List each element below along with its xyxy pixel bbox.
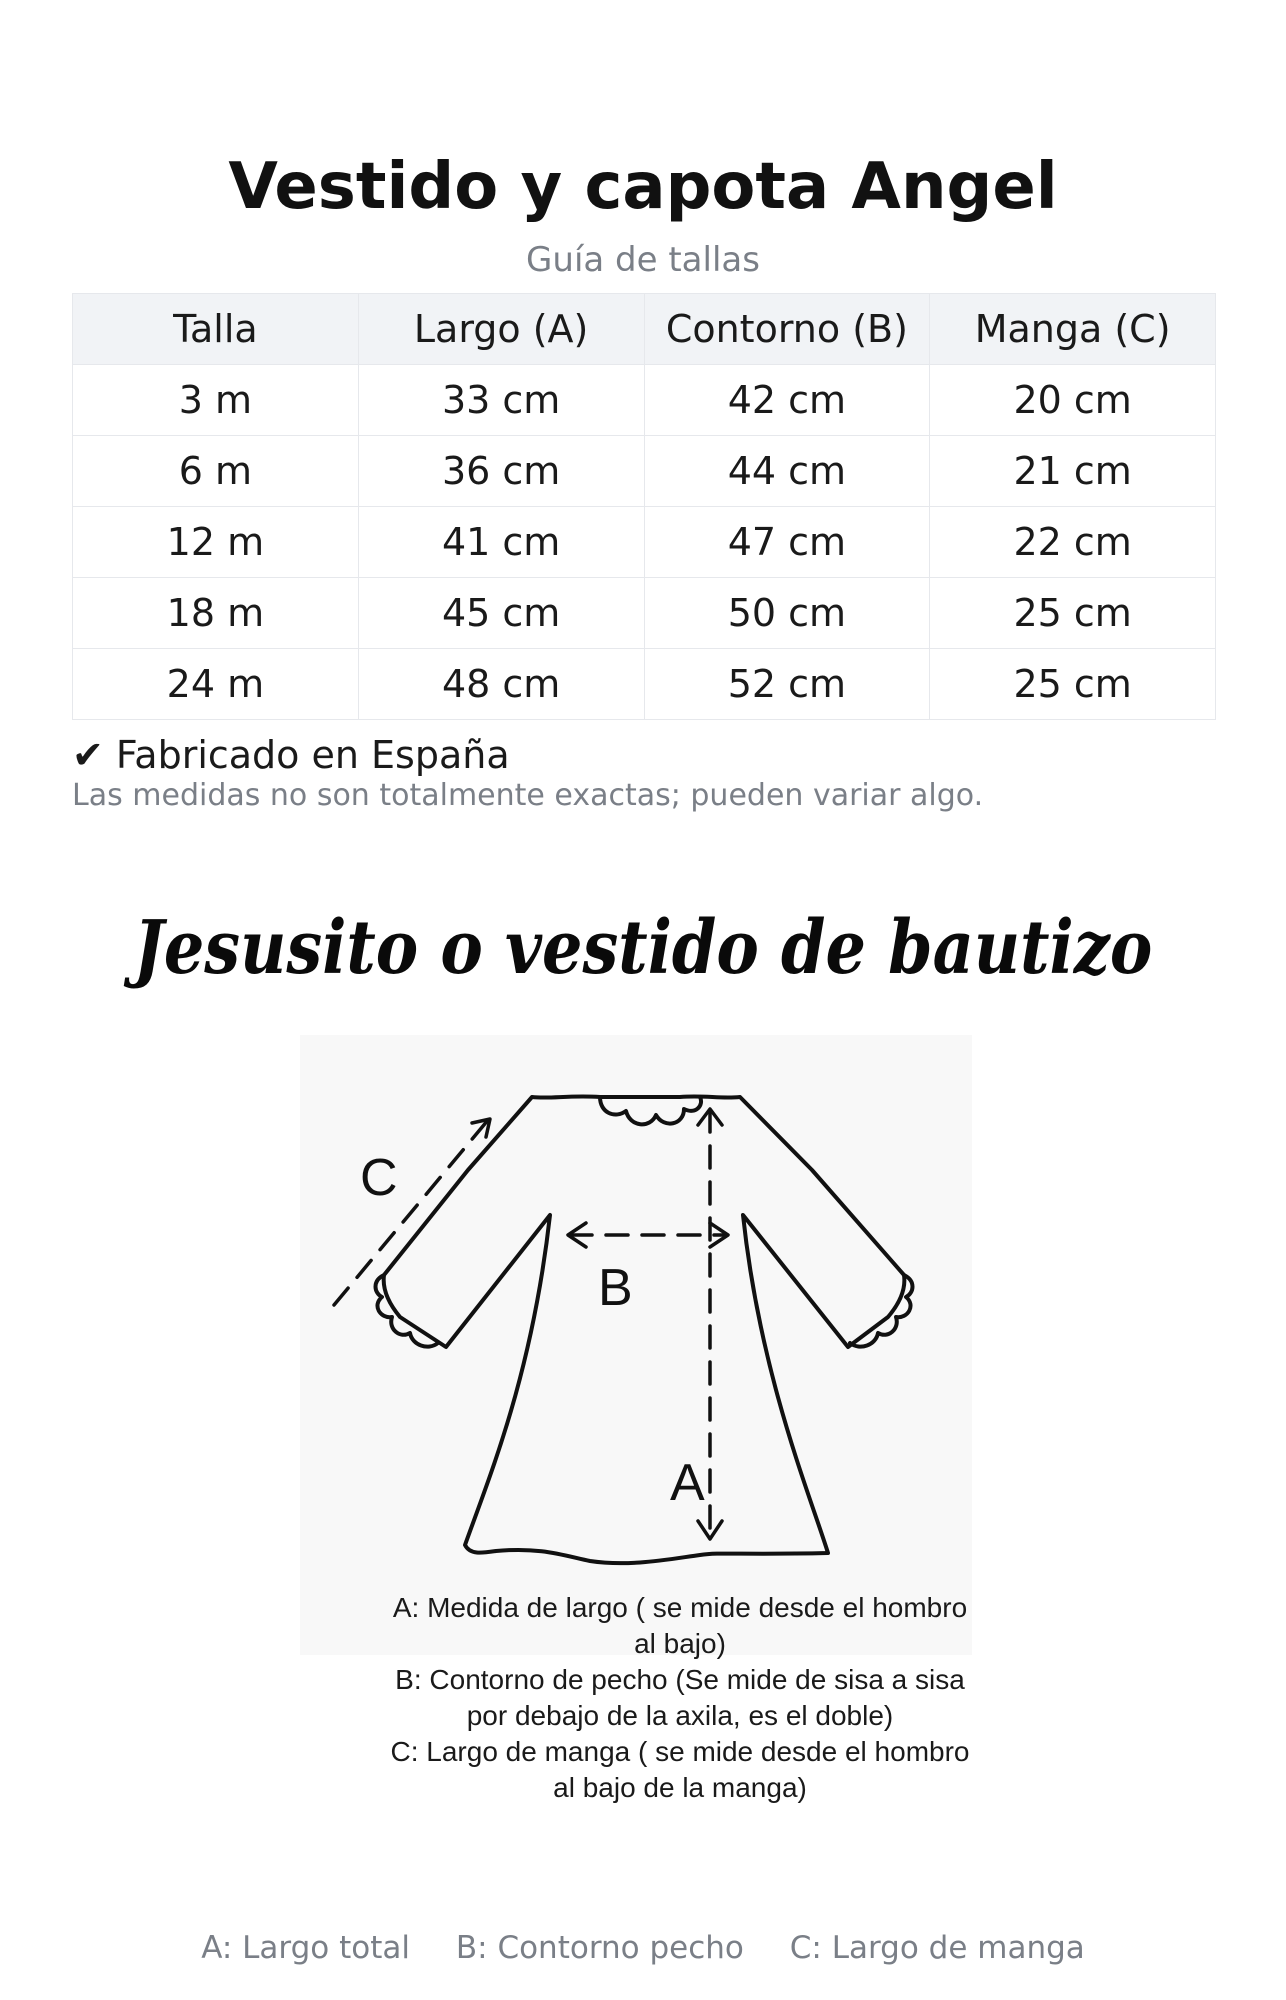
table-row xyxy=(73,649,1216,720)
legend-line: B: Contorno de pecho (Se mide de sisa a sisa xyxy=(395,1664,965,1695)
column-header: Largo (A) xyxy=(358,294,644,365)
table-cell: 25 cm xyxy=(930,578,1216,649)
table-row xyxy=(73,365,1216,436)
table-cell: 50 cm xyxy=(644,578,930,649)
label-b: B xyxy=(598,1259,633,1317)
footer-key-b: B: Contorno pecho xyxy=(455,1930,744,1966)
dress-diagram xyxy=(300,1035,972,1655)
label-c: C xyxy=(360,1149,398,1207)
table-row xyxy=(73,507,1216,578)
table-cell: 44 cm xyxy=(644,436,930,507)
dress-illustration xyxy=(300,1035,972,1655)
table-row xyxy=(73,578,1216,649)
table-cell: 36 cm xyxy=(358,436,644,507)
table-cell: 48 cm xyxy=(358,649,644,720)
label-a: A xyxy=(670,1454,705,1512)
table-cell: 24 m xyxy=(73,649,359,720)
table-cell: 12 m xyxy=(73,507,359,578)
table-cell: 45 cm xyxy=(358,578,644,649)
dress-outline xyxy=(384,1096,905,1563)
table-cell: 22 cm xyxy=(930,507,1216,578)
table-cell: 20 cm xyxy=(930,365,1216,436)
footer-key-a: A: Largo total xyxy=(201,1930,411,1966)
diagram-heading: Jesusito o vestido de bautizo xyxy=(133,905,1153,991)
diagram-legend xyxy=(360,1590,1000,1806)
legend-line: por debajo de la axila, es el doble) xyxy=(466,1700,894,1731)
table-cell: 3 m xyxy=(73,365,359,436)
column-header: Talla xyxy=(73,294,359,365)
size-table xyxy=(72,293,1216,720)
table-cell: 42 cm xyxy=(644,365,930,436)
column-header: Manga (C) xyxy=(930,294,1216,365)
legend-line: al bajo) xyxy=(634,1628,726,1659)
column-header: Contorno (B) xyxy=(644,294,930,365)
table-row xyxy=(73,436,1216,507)
table-cell: 21 cm xyxy=(930,436,1216,507)
collar-scallops xyxy=(600,1097,701,1124)
page-subtitle: Guía de tallas xyxy=(526,240,760,280)
measure-key-footer xyxy=(0,1930,1286,1966)
disclaimer-note: Las medidas no son totalmente exactas; pueden variar algo. xyxy=(72,778,984,813)
table-cell: 6 m xyxy=(73,436,359,507)
footer-key-c: C: Largo de manga xyxy=(789,1930,1085,1966)
table-cell: 52 cm xyxy=(644,649,930,720)
legend-line: A: Medida de largo ( se mide desde el hombro xyxy=(392,1592,968,1623)
table-cell: 25 cm xyxy=(930,649,1216,720)
measure-c-line xyxy=(334,1120,488,1305)
legend-line: al bajo de la manga) xyxy=(553,1772,807,1803)
made-in-spain-note: ✔ Fabricado en España xyxy=(72,733,510,777)
table-cell: 41 cm xyxy=(358,507,644,578)
table-cell: 18 m xyxy=(73,578,359,649)
table-cell: 47 cm xyxy=(644,507,930,578)
table-header-row xyxy=(73,294,1216,365)
table-cell: 33 cm xyxy=(358,365,644,436)
page-title: Vestido y capota Angel xyxy=(228,150,1058,224)
legend-line: C: Largo de manga ( se mide desde el hombro xyxy=(390,1736,970,1767)
